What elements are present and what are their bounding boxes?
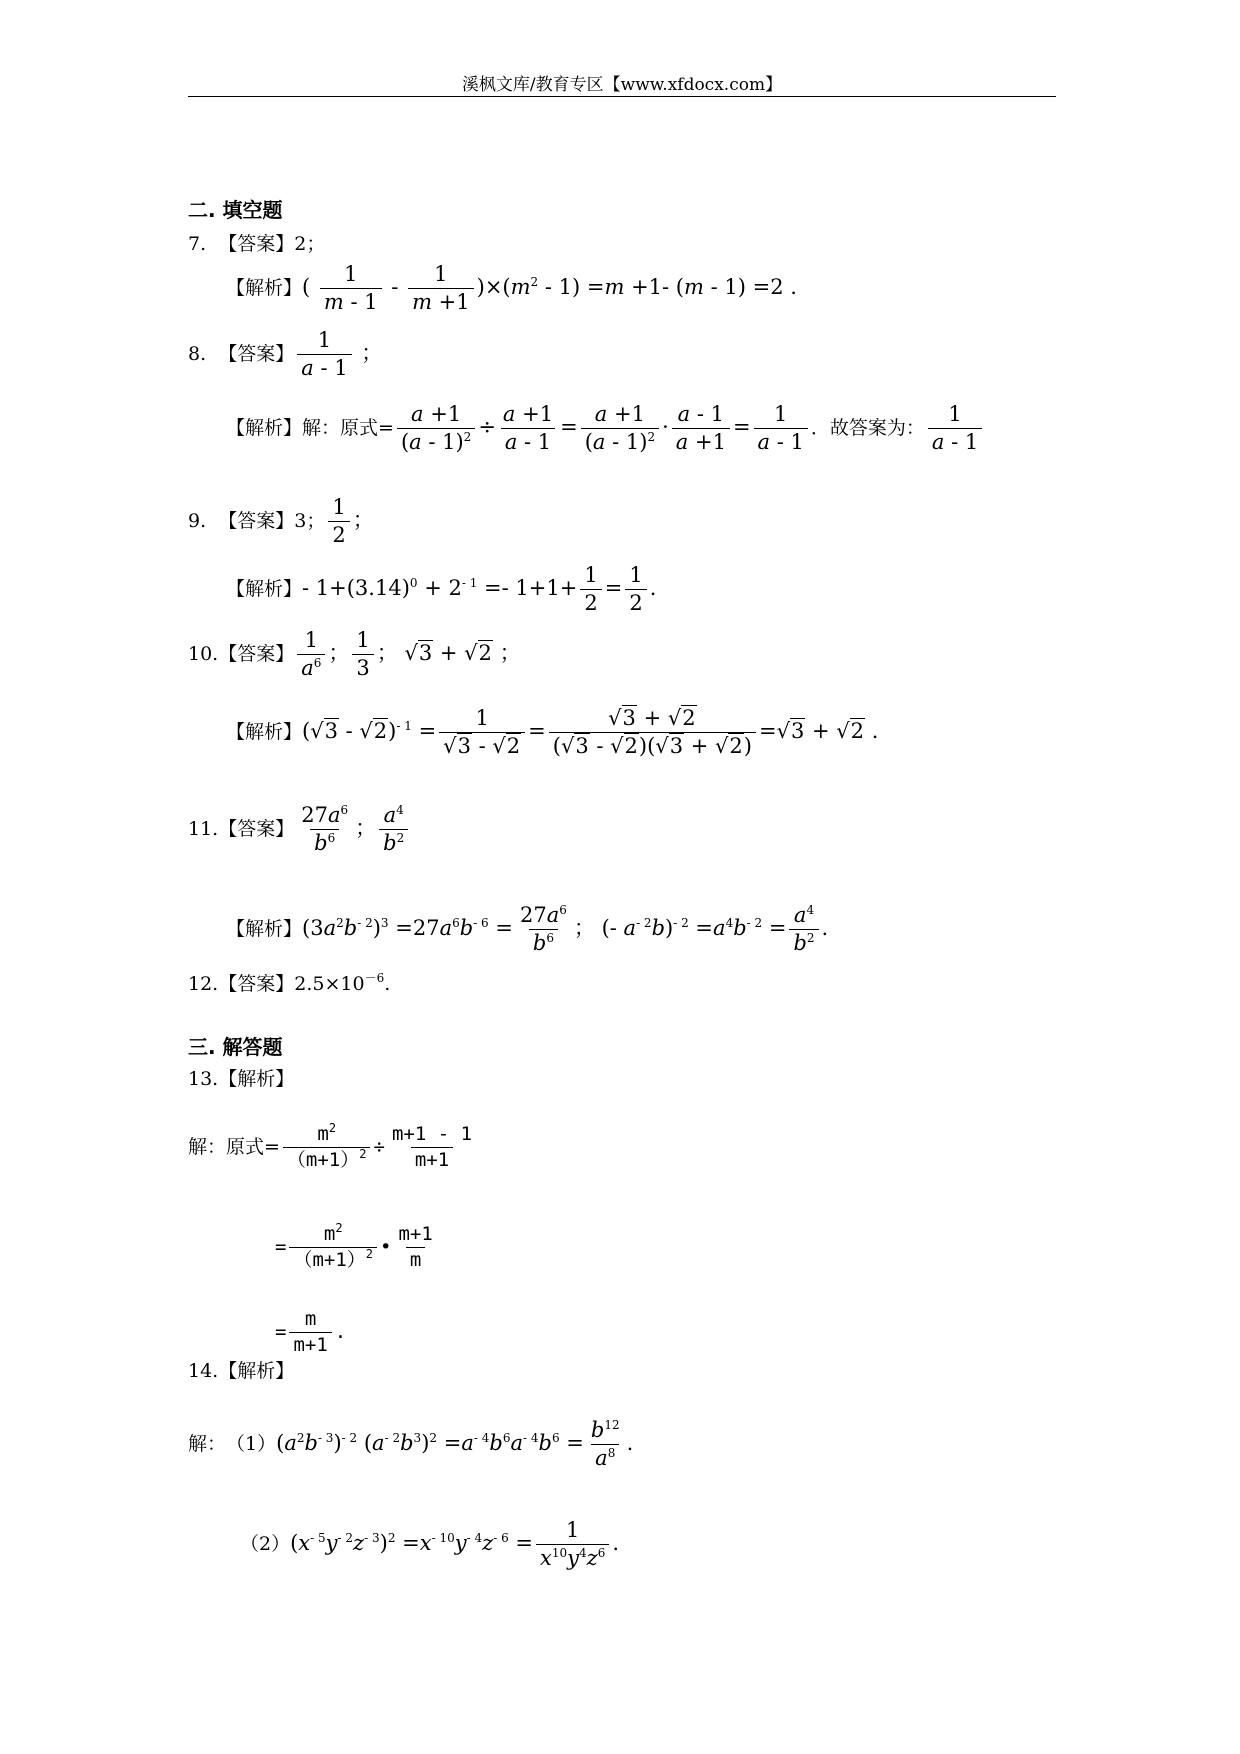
q14-part2-formula: $(x^{- 5}y^{- 2}z^{- 3})^2 =x^{- 10}y^{- 4}z^{- 6}$ = $\frac{1}{x^{10}y^4z^6}$ . bbox=[290, 1518, 620, 1570]
q7-num: 7. bbox=[188, 233, 207, 255]
q11-analysis bbox=[226, 905, 828, 954]
q12-num: 12. bbox=[188, 973, 219, 995]
q10-num: 10. bbox=[188, 643, 219, 665]
q14-num: 14. bbox=[188, 1360, 219, 1382]
q13-num: 13. bbox=[188, 1068, 219, 1090]
section-title: 二. 填空题 bbox=[188, 198, 283, 222]
q11-num: 11. bbox=[188, 818, 219, 840]
q7-analysis bbox=[226, 264, 797, 313]
q9-formula: - $1+(3.14)^0 + 2^{- 1} =- 1+1+$ $\frac{1}{2}$ = $\frac{1}{2}$ . bbox=[302, 563, 657, 615]
q10-answer bbox=[188, 630, 521, 679]
q8-answer-formula: $\frac{1}{a - 1}$ ； bbox=[294, 330, 382, 379]
q13-heading bbox=[188, 1070, 294, 1089]
header-rule bbox=[188, 96, 1056, 97]
q13-step3 bbox=[275, 1310, 346, 1355]
q10-analysis bbox=[226, 708, 878, 757]
q9-answer-formula: $\frac{1}{2}$ ； bbox=[325, 497, 373, 546]
q12-answer bbox=[188, 971, 391, 995]
answer-label: 【答案】 bbox=[218, 233, 295, 255]
answer-label: 【答案】 bbox=[218, 510, 295, 532]
q7-answer bbox=[188, 235, 325, 254]
q14-part1-formula: $(a^2b^{- 3})^{- 2}$ $(a^{- 2}b^3)^2 =a^{- 4}b^6a^{- 4}b^6$ = $\frac{b^{12}}{a^8}$ . bbox=[276, 1418, 634, 1470]
q13-step3-formula: = $\frac{m}{m+1}$ . bbox=[275, 1308, 347, 1356]
analysis-label: 【解析】 bbox=[226, 417, 303, 439]
q13-step1 bbox=[188, 1121, 479, 1171]
q13-step2 bbox=[275, 1221, 440, 1271]
q14-heading bbox=[188, 1362, 294, 1381]
analysis-label: 【解析】 bbox=[226, 721, 303, 743]
answer-value: 3； bbox=[294, 510, 326, 532]
section-title: 三. 解答题 bbox=[188, 1035, 283, 1059]
q10-answer-formula: $\frac{1}{a^6}$ ； $\frac{1}{3}$ ； √3 + √2 ； bbox=[294, 630, 520, 679]
q9-num: 9. bbox=[188, 510, 207, 532]
page-header: 溪枫文库/教育专区【www.xfdocx.com】 bbox=[461, 75, 783, 95]
q13-step1-formula: $\frac{m^2}{(m+1)^2}$ ÷ $\frac{m+1 - 1}{m+1}$ bbox=[280, 1125, 479, 1170]
solve-label: 解：原式= bbox=[188, 1136, 280, 1158]
answer-label: 【答案】 bbox=[218, 643, 295, 665]
q9-answer bbox=[188, 497, 374, 546]
answer-label: 【答案】 bbox=[218, 818, 295, 840]
analysis-label: 【解析】 bbox=[218, 1360, 295, 1382]
q11-answer-formula: $\frac{27a^6}{b^6}$ ； $\frac{a^4}{b^2}$ bbox=[294, 805, 411, 854]
q8-answer bbox=[188, 330, 382, 379]
solve-label: 解： bbox=[188, 1433, 227, 1455]
answer-value: 2； bbox=[294, 233, 326, 255]
q8-formula: $\frac{a +1}{(a - 1)^2}$ ÷ $\frac{a +1}{a - 1}$ = $\frac{a +1}{(a - 1)^2}$ · $\frac{a - 1}{a +1}$ = $\frac{1}{a - 1}$ bbox=[394, 404, 811, 453]
q14-part2 bbox=[240, 1520, 619, 1569]
q8-num: 8. bbox=[188, 343, 207, 365]
analysis-label: 【解析】 bbox=[226, 578, 303, 600]
part2-label: （2） bbox=[240, 1533, 291, 1555]
solve-label: 解：原式= bbox=[302, 417, 394, 439]
q13-step2-formula: = $\frac{m^2}{(m+1)^2}$ • $\frac{m+1}{m}$ bbox=[275, 1221, 433, 1271]
q7-formula: ( $\frac{1}{m - 1}$ - $\frac{1}{m +1}$ )$\times(m^2 - 1) =m +1-$ (m - 1) =2 . bbox=[302, 262, 797, 314]
analysis-label: 【解析】 bbox=[226, 918, 303, 940]
answer-value: 2.5×10 bbox=[294, 973, 365, 995]
answer-end: . bbox=[384, 973, 391, 995]
answer-exponent: －6 bbox=[364, 971, 385, 985]
q8-analysis bbox=[226, 404, 985, 453]
q8-conclusion: ．故答案为： bbox=[810, 417, 925, 439]
answer-label: 【答案】 bbox=[218, 343, 295, 365]
analysis-label: 【解析】 bbox=[226, 277, 303, 299]
q11-formula: $(3a^2b^{- 2})^3 =27a^6b^{- 6}$ = $\frac{27a^6}{b^6}$ ； (- $a^{- 2}b)^{- 2} =a^4b^{- 2}$ = $\frac{a^4}{b^2}$ . bbox=[302, 903, 829, 955]
part1-label: （1） bbox=[226, 1433, 277, 1455]
answer-label: 【答案】 bbox=[218, 973, 295, 995]
q11-answer bbox=[188, 805, 411, 854]
q9-analysis bbox=[226, 565, 656, 614]
q10-formula: (√3 - √2)$^{- 1}$ = $\frac{1}{√3 - √2}$ = $\frac{√3 + √2}{(√3 - √2)(√3 + √2)}$ =√3 + √2 . bbox=[302, 706, 879, 758]
q14-part1 bbox=[188, 1420, 633, 1469]
analysis-label: 【解析】 bbox=[218, 1068, 295, 1090]
q8-conclusion-formula: $\frac{1}{a - 1}$ bbox=[925, 404, 985, 453]
